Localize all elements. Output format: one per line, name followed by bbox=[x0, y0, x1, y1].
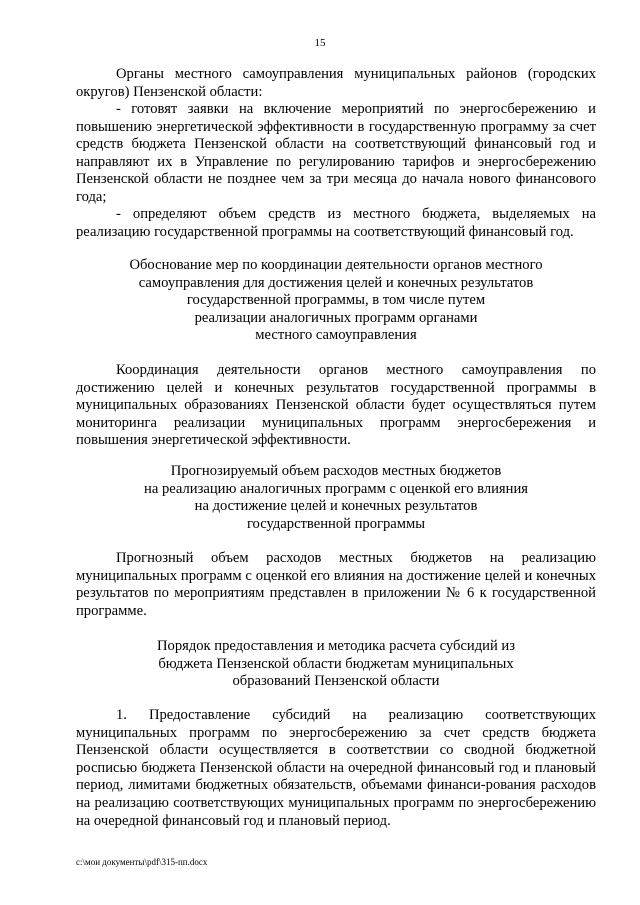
heading-line: Порядок предоставления и методика расчета субсидий из bbox=[156, 638, 516, 654]
heading-line: государственной программы bbox=[246, 515, 426, 532]
heading-coordination bbox=[76, 257, 596, 345]
heading-line: образований Пензенской области bbox=[232, 673, 440, 690]
heading-line: бюджета Пензенской области бюджетам муниципальных bbox=[158, 655, 514, 672]
paragraph-subsidies: 1. Предоставление субсидий на реализацию соответствующих муниципальных программ по энергосбережению за счет средств бюджета Пензенской области осуществляется в соответствии со сводной бюджетной росписью бюджета Пензенской области на очередной финансовый год и плановый период, лимитами бюджетных обязательств, объемами финанси-рования расходов на реализацию соответствующих муниципальных программ по энергосбережению на очередной финансовый год и плановый период. bbox=[76, 707, 596, 829]
heading-line: на реализацию аналогичных программ с оценкой его влияния bbox=[144, 480, 528, 497]
paragraph-applications: - готовят заявки на включение мероприятий по энергосбережению и повышению энергетической эффективности в государственную программу за счет средств бюджета Пензенской области на соответствующий финансовый год и направляют их в Управление по регулированию тарифов и энергосбережению Пензенской области не позднее чем за три месяца до начала нового финансового года; bbox=[76, 101, 596, 205]
paragraph-forecast: Прогнозный объем расходов местных бюджетов на реализацию муниципальных программ с оценкой его влияния на достижение целей и конечных результатов по мероприятиям представлен в приложении № 6 к государственной программе. bbox=[76, 550, 596, 619]
heading-line: местного самоуправления bbox=[255, 327, 417, 344]
page-number: 15 bbox=[314, 37, 326, 49]
heading-line: государственной программы, в том числе путем bbox=[186, 292, 486, 309]
heading-line: Обоснование мер по координации деятельности органов местного bbox=[129, 257, 543, 273]
paragraph-coordination: Координация деятельности органов местного самоуправления по достижению целей и конечных результатов государственной программы в муниципальных образованиях Пензенской области будет осуществляться путем мониторинга реализации муниципальных программ энергосбережения и повышения энергетической эффективности. bbox=[76, 362, 596, 449]
heading-forecast bbox=[76, 463, 596, 533]
heading-line: на достижение целей и конечных результатов bbox=[194, 498, 478, 515]
footer-file-path: c:\мои документы\pdf\315-пп.docx bbox=[76, 857, 208, 867]
heading-line: Прогнозируемый объем расходов местных бюджетов bbox=[170, 463, 502, 479]
paragraph-local-budget: - определяют объем средств из местного бюджета, выделяемых на реализацию государственной программы на соответствующий финансовый год. bbox=[76, 206, 596, 240]
heading-line: реализации аналогичных программ органами bbox=[194, 309, 478, 326]
paragraph-municipal-bodies: Органы местного самоуправления муниципальных районов (городских округов) Пензенской области: bbox=[76, 66, 596, 100]
heading-line: самоуправления для достижения целей и конечных результатов bbox=[138, 274, 534, 291]
heading-subsidies bbox=[76, 638, 596, 691]
